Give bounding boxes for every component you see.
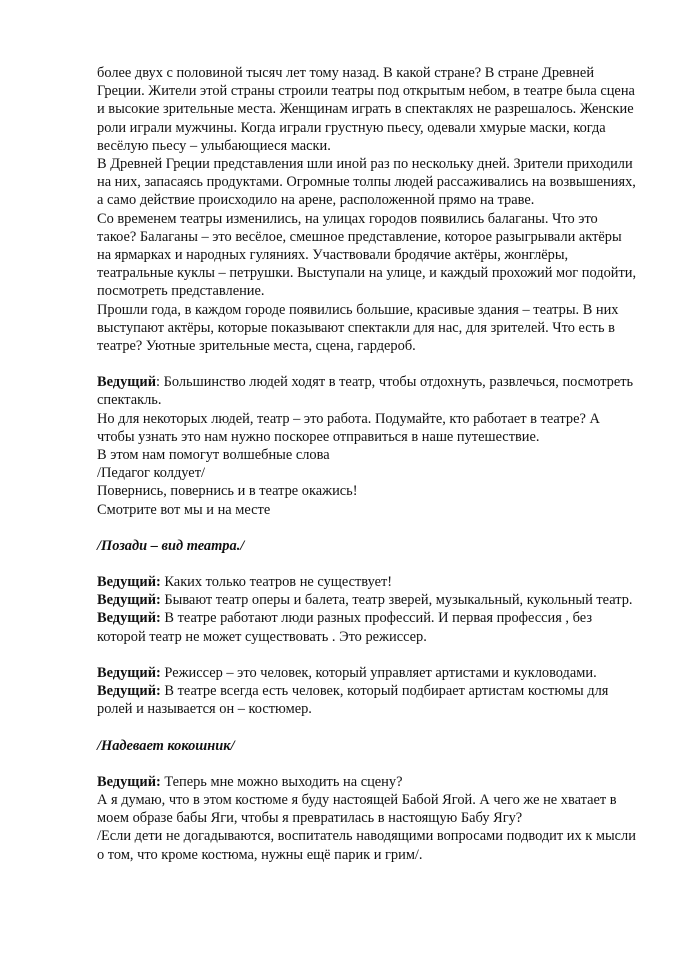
speaker-label: Ведущий: — [97, 664, 161, 681]
host-line — [97, 591, 637, 609]
host-line — [97, 573, 637, 591]
speaker-label: Ведущий — [97, 374, 157, 391]
spacer — [97, 555, 637, 573]
paragraph-line: Смотрите вот мы и на месте — [97, 501, 271, 518]
paragraph-balagans: Со временем театры изменились, на улицах городов появились балаганы. Что это такое? Балаганы – это весёлое, смешное представление, которое разыгрывали актёры на ярмарках и народных гуляниях. Участвовали бродячие актёры, жонглёры, театральные куклы – петрушки. Выступали на улице, и каждый прохожий мог подойти, посмотреть представление. — [97, 210, 637, 300]
host-line — [97, 773, 637, 791]
spacer — [97, 355, 637, 373]
host-text: Бывают театр оперы и балета, театр зверей, музыкальный, кукольный театр. — [160, 592, 633, 609]
paragraph-greek-performances: В Древней Греции представления шли иной раз по нескольку дней. Зрители приходили на них, запасаясь продуктами. Огромные толпы людей рассаживались на возвышениях, а само действие происходило на арене, расположенной прямо на траве. — [97, 156, 636, 209]
speaker-label: Ведущий: — [97, 773, 161, 790]
host-text: Теперь мне можно выходить на сцену? — [160, 773, 403, 790]
host-text: В театре работают люди разных профессий. И первая профессия , без которой театр не может существовать . Это режиссер. — [97, 610, 593, 645]
paragraph-line: Повернись, повернись и в театре окажись! — [97, 483, 358, 500]
stage-direction: /Позади – вид театра./ — [97, 537, 245, 554]
speaker-label: Ведущий: — [97, 592, 161, 609]
host-line — [97, 682, 637, 718]
host-line — [97, 373, 637, 409]
host-text: Каких только театров не существует! — [160, 574, 393, 591]
paragraph-line: В этом нам помогут волшебные слова — [97, 447, 330, 464]
spacer — [97, 519, 637, 537]
host-line — [97, 664, 637, 682]
spacer — [97, 755, 637, 773]
paragraph-line: А я думаю, что в этом костюме я буду настоящей Бабой Ягой. А чего же не хватает в моем образе бабы Яги, чтобы я превратилась в настоящую Бабу Ягу? — [97, 791, 617, 827]
paragraph-theatres-today: Прошли года, в каждом городе появились большие, красивые здания – театры. В них выступают актёры, которые показывают спектакли для нас, для зрителей. Что есть в театре? Уютные зрительные места, сцена, гардероб. — [97, 301, 619, 355]
host-text: В театре всегда есть человек, который подбирает артистам костюмы для ролей и называется он – костюмер. — [97, 683, 609, 718]
speaker-label: Ведущий: — [97, 683, 161, 700]
paragraph-line: /Педагог колдует/ — [97, 465, 205, 482]
stage-direction: /Надевает кокошник/ — [97, 737, 235, 754]
host-text: Режиссер – это человек, который управляет артистами и кукловодами. — [160, 664, 597, 681]
spacer — [97, 719, 637, 737]
host-line — [97, 609, 637, 645]
paragraph-line: Но для некоторых людей, театр – это работа. Подумайте, кто работает в театре? А чтобы узнать это нам нужно поскорее отправиться в наше путешествие. — [97, 410, 600, 445]
paragraph-line: /Если дети не догадываются, воспитатель наводящими вопросами подводит их к мысли о том, что кроме костюма, нужны ещё парик и грим/. — [97, 828, 636, 863]
host-text: : Большинство людей ходят в театр, чтобы отдохнуть, развлечься, посмотреть спектакль. — [97, 374, 634, 409]
document-body — [97, 64, 637, 864]
spacer — [97, 646, 637, 664]
paragraph-ancient-greece: более двух с половиной тысяч лет тому назад. В какой стране? В стране Древней Греции. Жители этой страны строили театры под открытым небом, в театре была сцена и высокие зрительные места. Женщинам играть в спектаклях не разрешалось. Женские роли играли мужчины. Когда играли грустную пьесу, одевали хмурые маски, когда весёлую пьесу – улыбающиеся маски. — [97, 65, 635, 154]
speaker-label: Ведущий: — [97, 574, 161, 591]
speaker-label: Ведущий: — [97, 610, 161, 627]
